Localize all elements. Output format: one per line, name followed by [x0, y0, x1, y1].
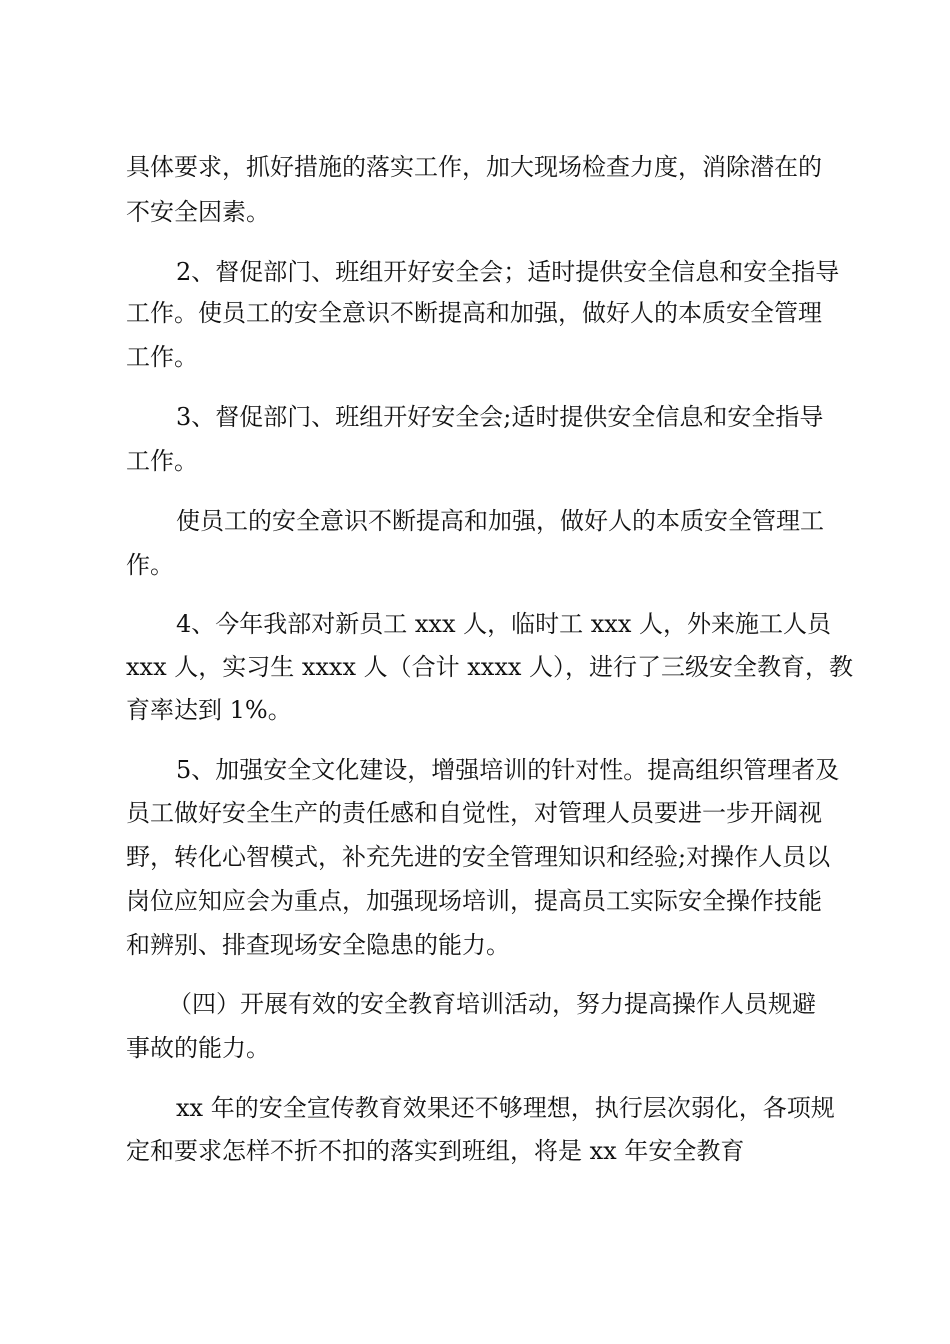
- paragraph-line: 工作。使员工的安全意识不断提高和加强，做好人的本质安全管理: [126, 299, 822, 327]
- paragraph-line: 定和要求怎样不折不扣的落实到班组，将是 xx 年安全教育: [126, 1137, 745, 1165]
- paragraph-line: 2、督促部门、班组开好安全会；适时提供安全信息和安全指导: [176, 258, 840, 286]
- paragraph-line: 工作。: [126, 447, 198, 475]
- paragraph-line: 员工做好安全生产的责任感和自觉性，对管理人员要进一步开阔视: [126, 799, 822, 827]
- paragraph-line: xxx 人，实习生 xxxx 人（合计 xxxx 人），进行了三级安全教育，教: [126, 653, 854, 681]
- paragraph-line: 野，转化心智模式，补充先进的安全管理知识和经验;对操作人员以: [126, 843, 831, 871]
- paragraph-line: 不安全因素。: [126, 198, 270, 226]
- paragraph-line: 工作。: [126, 343, 198, 371]
- paragraph-line: 和辨别、排查现场安全隐患的能力。: [126, 931, 510, 959]
- paragraph-line: 3、督促部门、班组开好安全会;适时提供安全信息和安全指导: [176, 403, 824, 431]
- paragraph-line: 具体要求，抓好措施的落实工作，加大现场检查力度，消除潜在的: [126, 153, 822, 181]
- section-heading-line: 事故的能力。: [126, 1034, 270, 1062]
- section-heading-line: （四）开展有效的安全教育培训活动，努力提高操作人员规避: [168, 990, 816, 1018]
- paragraph-line: 5、加强安全文化建设，增强培训的针对性。提高组织管理者及: [176, 756, 840, 784]
- paragraph-line: 作。: [126, 551, 174, 579]
- paragraph-line: 4、今年我部对新员工 xxx 人，临时工 xxx 人，外来施工人员: [176, 610, 831, 638]
- paragraph-line: xx 年的安全宣传教育效果还不够理想，执行层次弱化，各项规: [176, 1094, 835, 1122]
- paragraph-line: 育率达到 1%。: [126, 696, 292, 724]
- paragraph-line: 使员工的安全意识不断提高和加强，做好人的本质安全管理工: [176, 507, 824, 535]
- paragraph-line: 岗位应知应会为重点，加强现场培训，提高员工实际安全操作技能: [126, 887, 822, 915]
